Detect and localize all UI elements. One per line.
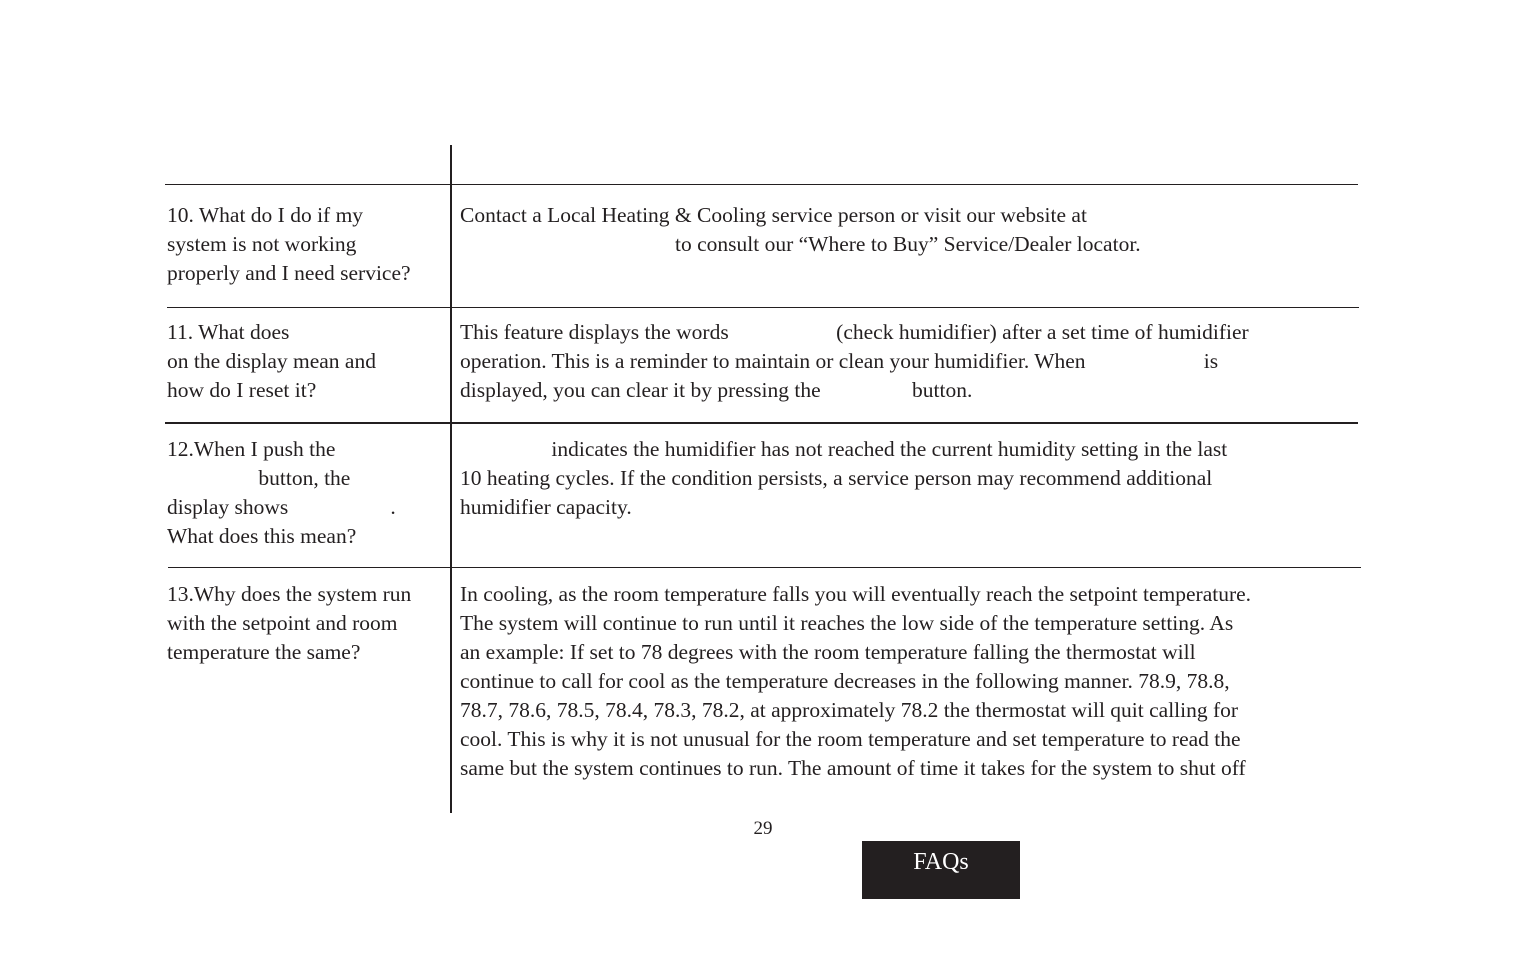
answer-line: cool. This is why it is not unusual for the room temperature and set temperature to read the xyxy=(460,727,1241,751)
answer-line: humidifier capacity. xyxy=(460,495,632,519)
question-line: how do I reset it? xyxy=(167,378,317,402)
question-line: button, the xyxy=(167,466,351,490)
question-line: on the display mean and xyxy=(167,349,376,373)
row-divider xyxy=(165,422,1358,424)
faq-answer-11 xyxy=(460,318,1249,405)
faq-question-11 xyxy=(167,318,376,405)
question-line: 11. What does xyxy=(167,320,290,344)
answer-line: The system will continue to run until it reaches the low side of the temperature setting. As xyxy=(460,611,1234,635)
row-divider xyxy=(165,184,1358,185)
answer-line: an example: If set to 78 degrees with the room temperature falling the thermostat will xyxy=(460,640,1196,664)
answer-line: displayed, you can clear it by pressing the button. xyxy=(460,378,973,402)
question-line: 12.When I push the xyxy=(167,437,336,461)
question-line: temperature the same? xyxy=(167,640,361,664)
question-line: display shows . xyxy=(167,495,396,519)
section-tab-faqs: FAQs xyxy=(862,841,1020,899)
answer-line: operation. This is a reminder to maintain or clean your humidifier. When is xyxy=(460,349,1219,373)
answer-line: This feature displays the words (check humidifier) after a set time of humidifier xyxy=(460,320,1249,344)
answer-line: continue to call for cool as the temperature decreases in the following manner. 78.9, 78.8, xyxy=(460,669,1230,693)
answer-line: 78.7, 78.6, 78.5, 78.4, 78.3, 78.2, at approximately 78.2 the thermostat will quit calling for xyxy=(460,698,1239,722)
question-line: with the setpoint and room xyxy=(167,611,398,635)
faq-question-13 xyxy=(167,580,411,667)
faq-question-10 xyxy=(167,201,411,288)
answer-line: In cooling, as the room temperature falls you will eventually reach the setpoint temperature. xyxy=(460,582,1252,606)
column-divider xyxy=(450,145,452,813)
row-divider xyxy=(168,567,1361,568)
answer-line: 10 heating cycles. If the condition persists, a service person may recommend additional xyxy=(460,466,1213,490)
answer-line: to consult our “Where to Buy” Service/Dealer locator. xyxy=(460,232,1141,256)
answer-line: same but the system continues to run. The amount of time it takes for the system to shut off xyxy=(460,756,1246,780)
answer-line: indicates the humidifier has not reached the current humidity setting in the last xyxy=(460,437,1228,461)
question-line: 10. What do I do if my xyxy=(167,203,364,227)
question-line: 13.Why does the system run xyxy=(167,582,412,606)
question-line: properly and I need service? xyxy=(167,261,411,285)
faq-answer-12 xyxy=(460,435,1227,522)
question-line: What does this mean? xyxy=(167,524,357,548)
faq-answer-10 xyxy=(460,201,1141,259)
answer-line: Contact a Local Heating & Cooling service person or visit our website at xyxy=(460,203,1087,227)
faq-answer-13 xyxy=(460,580,1251,783)
page-number: 29 xyxy=(753,818,773,839)
faq-question-12 xyxy=(167,435,396,551)
question-line: system is not working xyxy=(167,232,357,256)
row-divider xyxy=(167,307,1359,308)
